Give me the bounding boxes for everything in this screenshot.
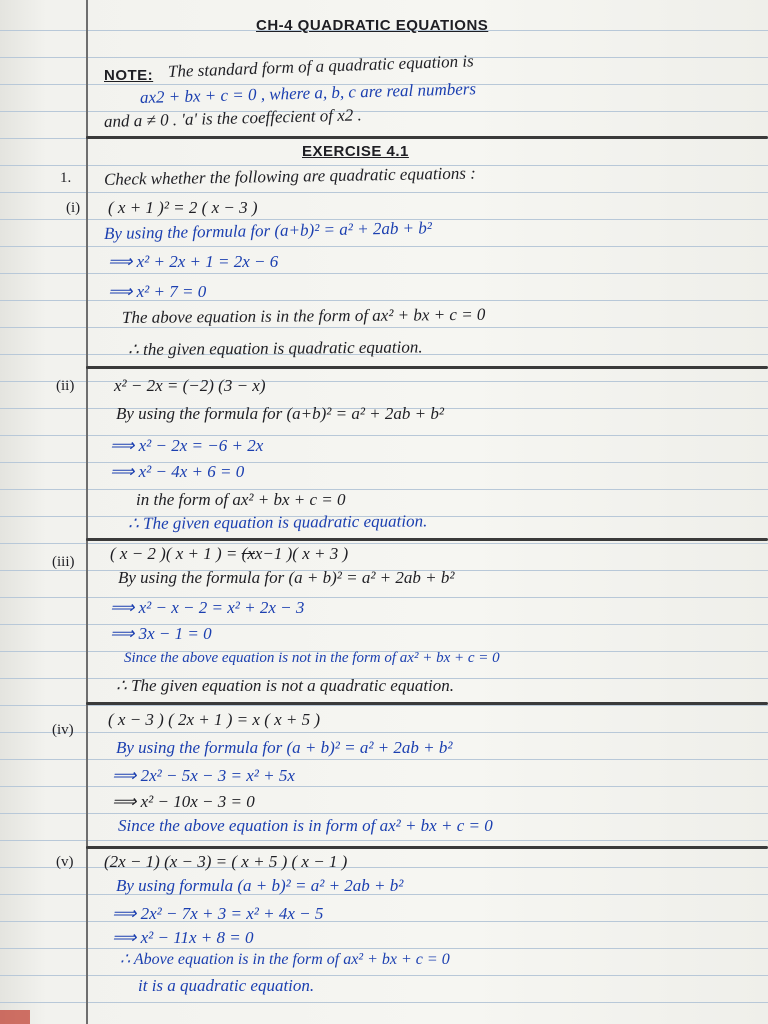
page-title: CH-4 QUADRATIC EQUATIONS [256,17,489,34]
solution-line: ⟹ 2x² − 7x + 3 = x² + 4x − 5 [112,904,324,923]
solution-line: ⟹ x² + 7 = 0 [108,282,207,301]
ruled-line [0,489,768,490]
separator [86,702,768,705]
ruled-line [0,840,768,841]
equation-lhs: ( x − 2 )( x + 1 ) = [110,544,242,563]
equation-line: ( x + 1 )² = 2 ( x − 3 ) [108,198,258,217]
equation-rhs: x−1 )( x + 3 ) [254,544,349,563]
note-label: NOTE: [104,67,154,84]
ruled-line [0,759,768,760]
solution-line: ⟹ 2x² − 5x − 3 = x² + 5x [112,766,295,785]
ruled-line [0,327,768,328]
ruled-line [0,975,768,976]
ruled-line [0,705,768,706]
solution-line: Since the above equation is in form of ax² + bx + c = 0 [118,816,493,835]
equation-line: (2x − 1) (x − 3) = ( x + 5 ) ( x − 1 ) [104,852,348,871]
conclusion-line: ∴ The given equation is quadratic equation. [127,511,428,533]
solution-line: in the form of ax² + bx + c = 0 [136,490,346,509]
ruled-line [0,246,768,247]
conclusion-line: ∴ the given equation is quadratic equation. [127,337,423,359]
page-edge-mark [0,1010,30,1024]
separator [86,846,768,849]
struck-text: (x [241,544,255,563]
part-label: (ii) [56,378,75,394]
solution-line: ∴ Above equation is in the form of ax² + bx + c = 0 [120,951,450,968]
equation-line: ( x − 3 ) ( 2x + 1 ) = x ( x + 5 ) [108,710,321,729]
solution-line: ⟹ x² − 10x − 3 = 0 [112,792,255,811]
question-number: 1. [60,170,72,186]
ruled-line [0,813,768,814]
separator [86,366,768,369]
note-line-2: ax2 + bx + c = 0 , where a, b, c are real numbers [139,79,477,107]
margin-line [86,0,88,1024]
solution-line: ⟹ x² − 11x + 8 = 0 [112,928,254,947]
solution-line: By using the formula for (a + b)² = a² + 2ab + b² [116,738,453,757]
ruled-line [0,732,768,733]
ruled-line [0,273,768,274]
solution-line: The above equation is in the form of ax² + bx + c = 0 [121,304,486,327]
part-label: (i) [66,200,81,216]
solution-line: ⟹ x² − x − 2 = x² + 2x − 3 [110,598,305,617]
solution-line: By using formula (a + b)² = a² + 2ab + b² [116,876,404,895]
solution-line: Since the above equation is not in the form of ax² + bx + c = 0 [124,650,500,666]
ruled-line [0,948,768,949]
equation-line [110,544,348,564]
ruled-line [0,786,768,787]
conclusion-line: ∴ The given equation is not a quadratic equation. [116,676,455,695]
part-label: (iv) [52,722,74,738]
part-label: (v) [56,854,74,870]
note-line-3: and a ≠ 0 . 'a' is the coeffecient of x2 . [103,105,363,131]
equation-line: x² − 2x = (−2) (3 − x) [114,376,266,395]
exercise-heading: EXERCISE 4.1 [302,143,409,160]
solution-line: By using the formula for (a + b)² = a² + 2ab + b² [118,568,455,587]
note-line-1: The standard form of a quadratic equation is [167,51,474,81]
part-label: (iii) [52,554,75,570]
separator [86,136,768,139]
conclusion-line: it is a quadratic equation. [138,976,315,995]
solution-line: By using the formula for (a+b)² = a² + 2ab + b² [116,404,444,423]
solution-line: ⟹ x² − 2x = −6 + 2x [110,436,264,455]
solution-line: ⟹ x² − 4x + 6 = 0 [110,462,245,481]
ruled-line [0,192,768,193]
question-text: Check whether the following are quadratic equations : [103,163,477,189]
solution-line: ⟹ 3x − 1 = 0 [110,624,212,643]
separator [86,538,768,541]
ruled-line [0,1002,768,1003]
solution-line: ⟹ x² + 2x + 1 = 2x − 6 [108,252,279,271]
solution-line: By using the formula for (a+b)² = a² + 2ab + b² [103,218,433,243]
